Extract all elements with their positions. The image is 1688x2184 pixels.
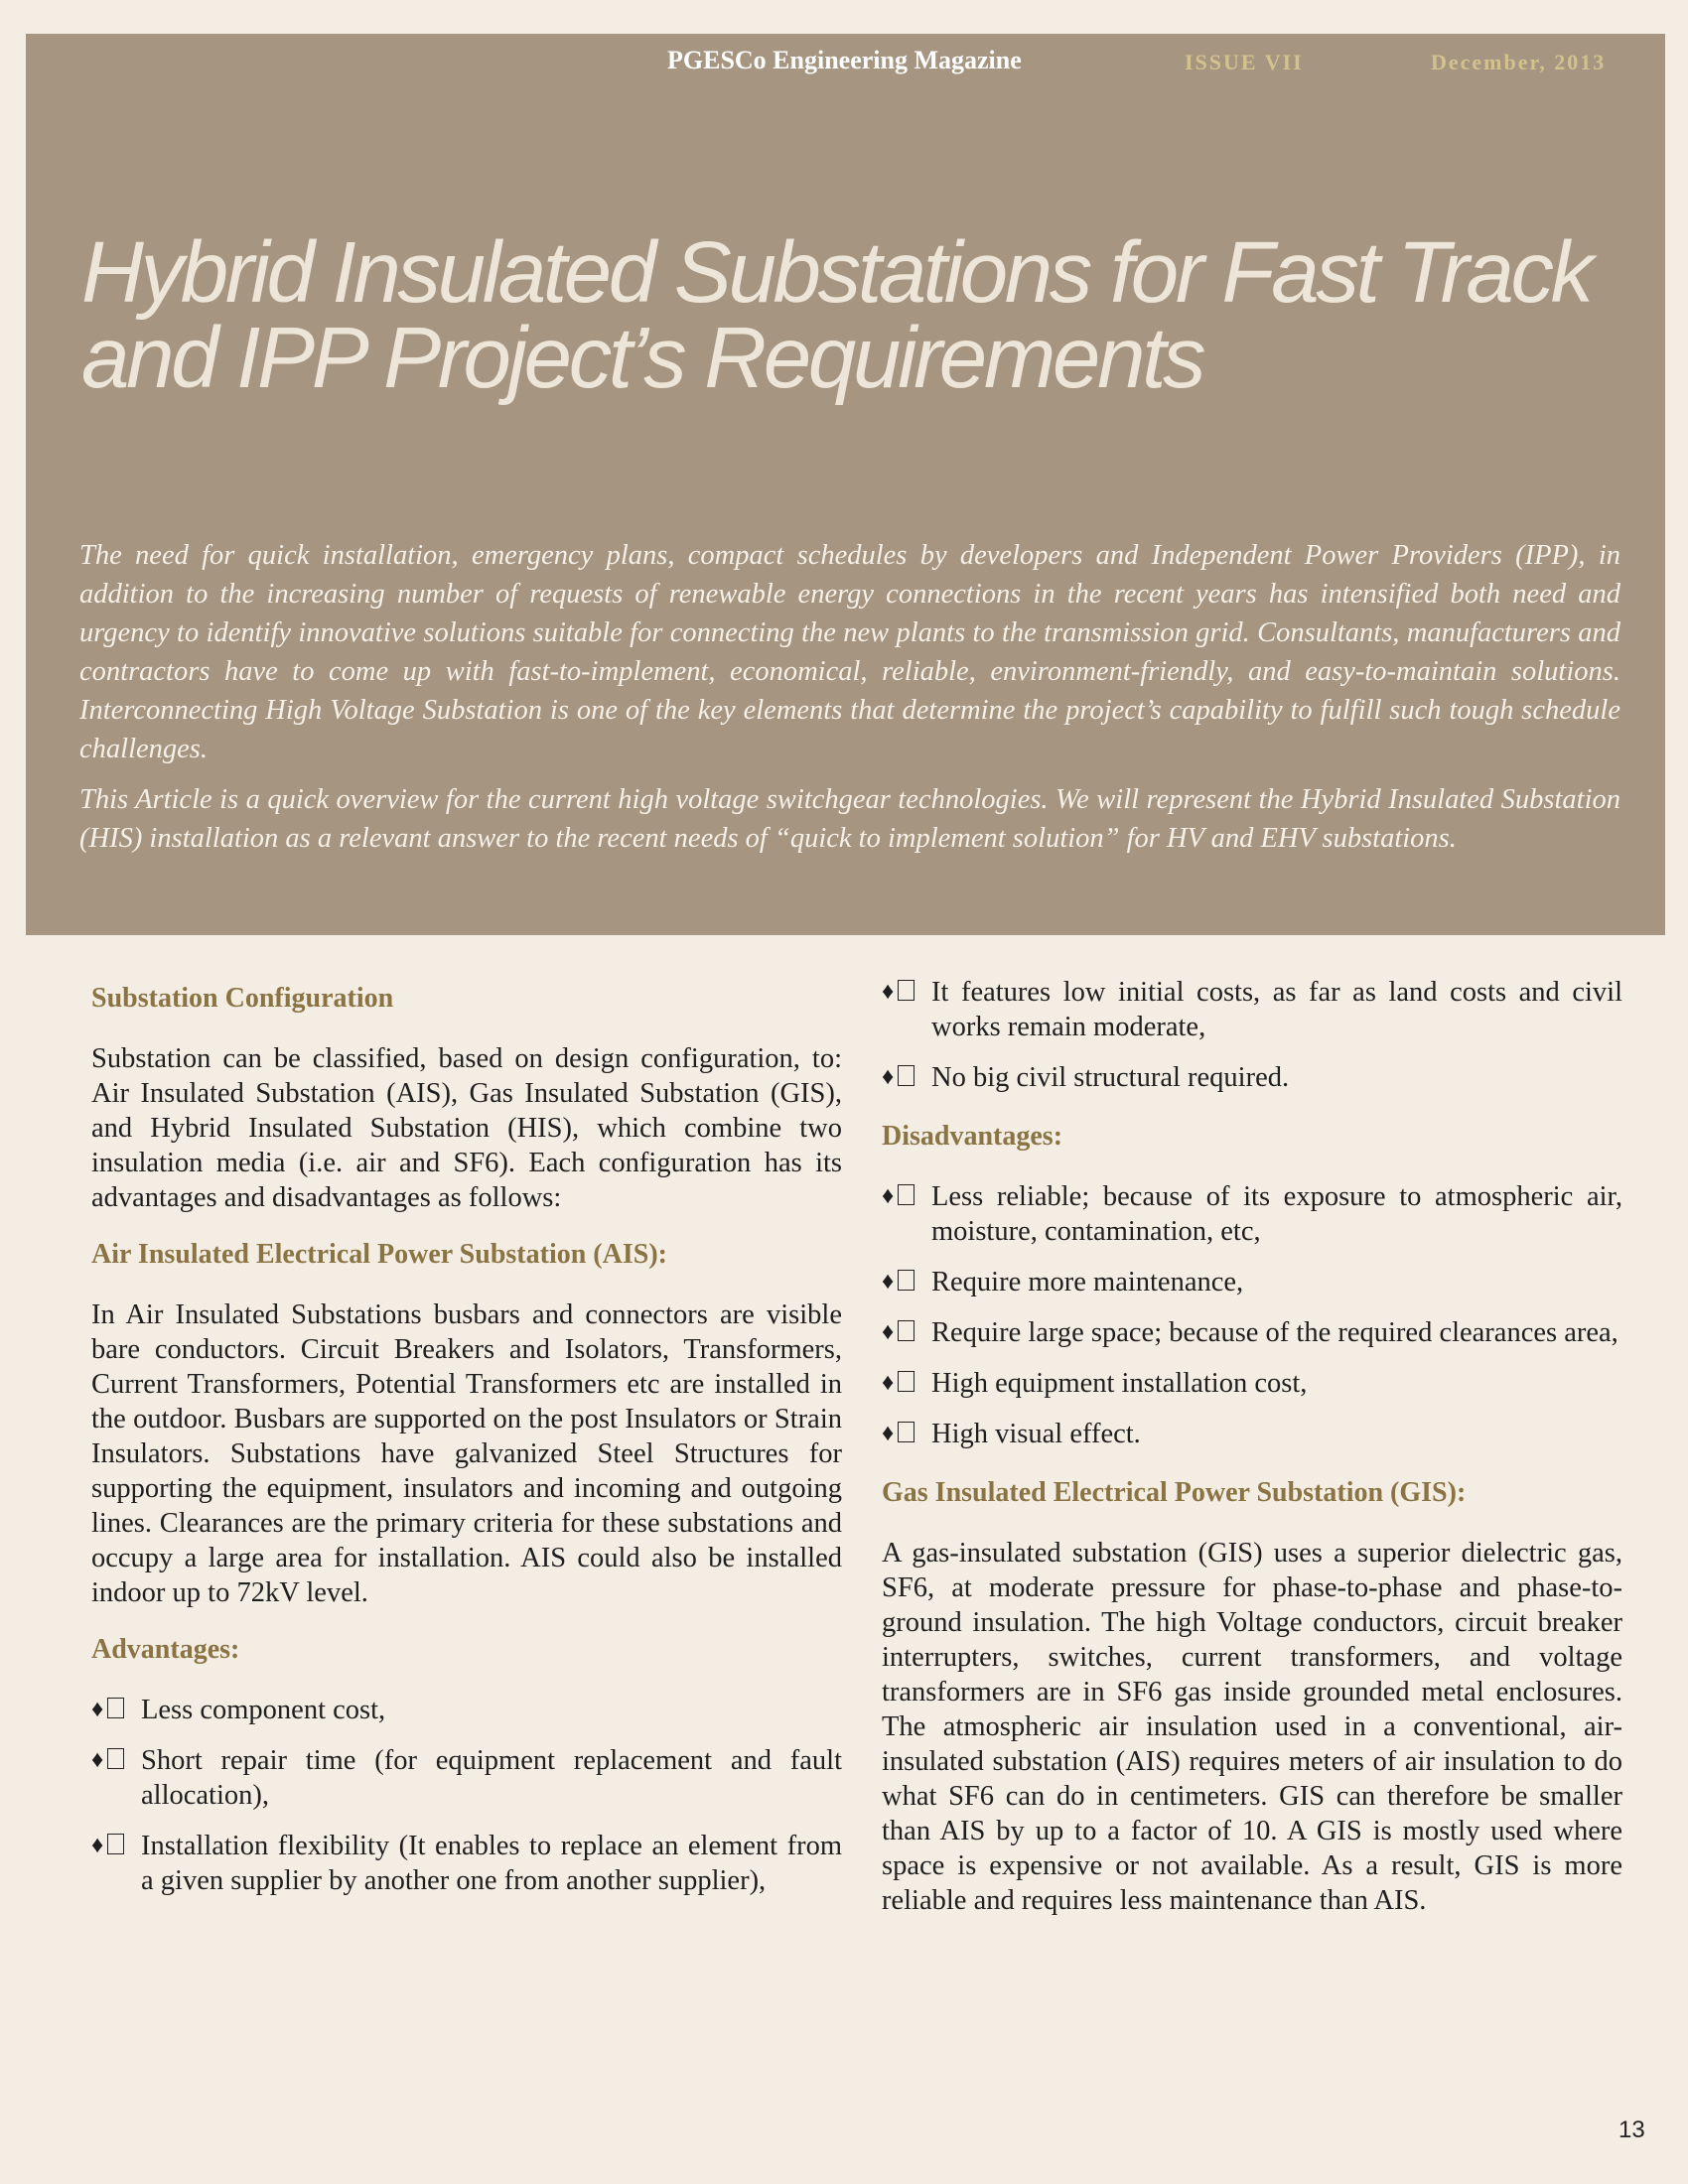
- article-headline: Hybrid Insulated Substations for Fast Track and IPP Project’s Requirements: [81, 224, 1591, 406]
- diamond-bullet-icon: ♦: [882, 1315, 914, 1350]
- section-heading: Gas Insulated Electrical Power Substation (GIS):: [882, 1477, 1467, 1508]
- list-item: ♦ Short repair time (for equipment replacement and fault allocation),: [91, 1745, 842, 1811]
- diamond-bullet-icon: ♦: [882, 1417, 914, 1451]
- body-paragraph: A gas-insulated substation (GIS) uses a superior dielectric gas, SF6, at moderate pressure for phase-to-phase and phase-to-ground insulation. The high Voltage conductors, circuit breaker interrupters, switches, current transformers, and voltage transformers are in SF6 gas inside grounded metal enclosures. The atmospheric air insulation used in a conventional, air-insulated substation (AIS) requires meters of air insulation to do what SF6 can do in centimeters. GIS can therefore be smaller than AIS by up to a factor of 10. A GIS is mostly used where space is expensive or not available. As a result, GIS is more reliable and requires less maintenance than AIS.: [882, 1538, 1622, 1916]
- list-item: ♦ Less reliable; because of its exposure to atmospheric air, moisture, contamination, etc,: [882, 1181, 1622, 1247]
- disadvantages-list: [882, 1179, 1622, 1451]
- diamond-bullet-icon: ♦: [91, 1693, 124, 1727]
- diamond-bullet-icon: ♦: [882, 1060, 914, 1095]
- list-item: ♦ It features low initial costs, as far as land costs and civil works remain moderate,: [882, 977, 1622, 1042]
- page-number: 13: [1618, 2116, 1645, 2143]
- magazine-title: PGESCo Engineering Magazine: [667, 46, 1022, 74]
- article-intro: [79, 536, 1620, 870]
- diamond-bullet-icon: ♦: [882, 975, 914, 1010]
- intro-paragraph: This Article is a quick overview for the current high voltage switchgear technologies. We will represent the Hybrid Insulated Substation (HIS) installation as a relevant answer to the recent needs of “quick to implement solution” for HV and EHV substations.: [79, 784, 1620, 854]
- section-heading: Air Insulated Electrical Power Substation (AIS):: [91, 1239, 667, 1270]
- section-heading: Advantages:: [91, 1634, 240, 1665]
- body-paragraph: Substation can be classified, based on design configuration, to: Air Insulated Substation (AIS), Gas Insulated Substation (GIS), and Hybrid Insulated Substation (HIS), which combine two insulation media (i.e. air and SF6). Each configuration has its advantages and disadvantages as follows:: [91, 1043, 842, 1213]
- diamond-bullet-icon: ♦: [91, 1829, 124, 1863]
- advantages-list-continued: [882, 975, 1622, 1095]
- section-heading: Disadvantages:: [882, 1121, 1063, 1152]
- left-column: [91, 981, 842, 1922]
- right-column: [882, 975, 1622, 1940]
- intro-paragraph: The need for quick installation, emergency plans, compact schedules by developers and Independent Power Providers (IPP), in addition to the increasing number of requests of renewable energy connections in the recent years has intensified both need and urgency to identify innovative solutions suitable for connecting the new plants to the transmission grid. Consultants, manufacturers and contractors have to come up with fast-to-implement, economical, reliable, environment-friendly, and easy-to-maintain solutions. Interconnecting High Voltage Substation is one of the key elements that determine the project’s capability to fulfill such tough schedule challenges.: [79, 540, 1620, 764]
- list-item: ♦ Less component cost,: [91, 1695, 386, 1725]
- diamond-bullet-icon: ♦: [882, 1265, 914, 1299]
- body-paragraph: In Air Insulated Substations busbars and connectors are visible bare conductors. Circuit Breakers and Isolators, Transformers, Current Transformers, Potential Transformers etc are installed in the outdoor. Busbars are supported on the post Insulators or Strain Insulators. Substations have galvanized Steel Structures for supporting the equipment, insulators and incoming and outgoing lines. Clearances are the primary criteria for these substations and occupy a large area for installation. AIS could also be installed indoor up to 72kV level.: [91, 1299, 842, 1608]
- list-item: ♦ Installation flexibility (It enables to replace an element from a given supplier by another one from another supplier),: [91, 1831, 842, 1896]
- diamond-bullet-icon: ♦: [882, 1179, 914, 1214]
- list-item: ♦ Require more maintenance,: [882, 1267, 1244, 1297]
- list-item: ♦ Require large space; because of the required clearances area,: [882, 1317, 1618, 1348]
- list-item: ♦ High visual effect.: [882, 1419, 1141, 1449]
- advantages-list: [91, 1693, 842, 1898]
- issue-date: December, 2013: [1431, 50, 1607, 74]
- list-item: ♦ No big civil structural required.: [882, 1062, 1290, 1093]
- diamond-bullet-icon: ♦: [91, 1743, 124, 1778]
- list-item: ♦ High equipment installation cost,: [882, 1368, 1308, 1399]
- issue-label: ISSUE VII: [1185, 50, 1304, 74]
- section-heading: Substation Configuration: [91, 983, 394, 1014]
- diamond-bullet-icon: ♦: [882, 1366, 914, 1401]
